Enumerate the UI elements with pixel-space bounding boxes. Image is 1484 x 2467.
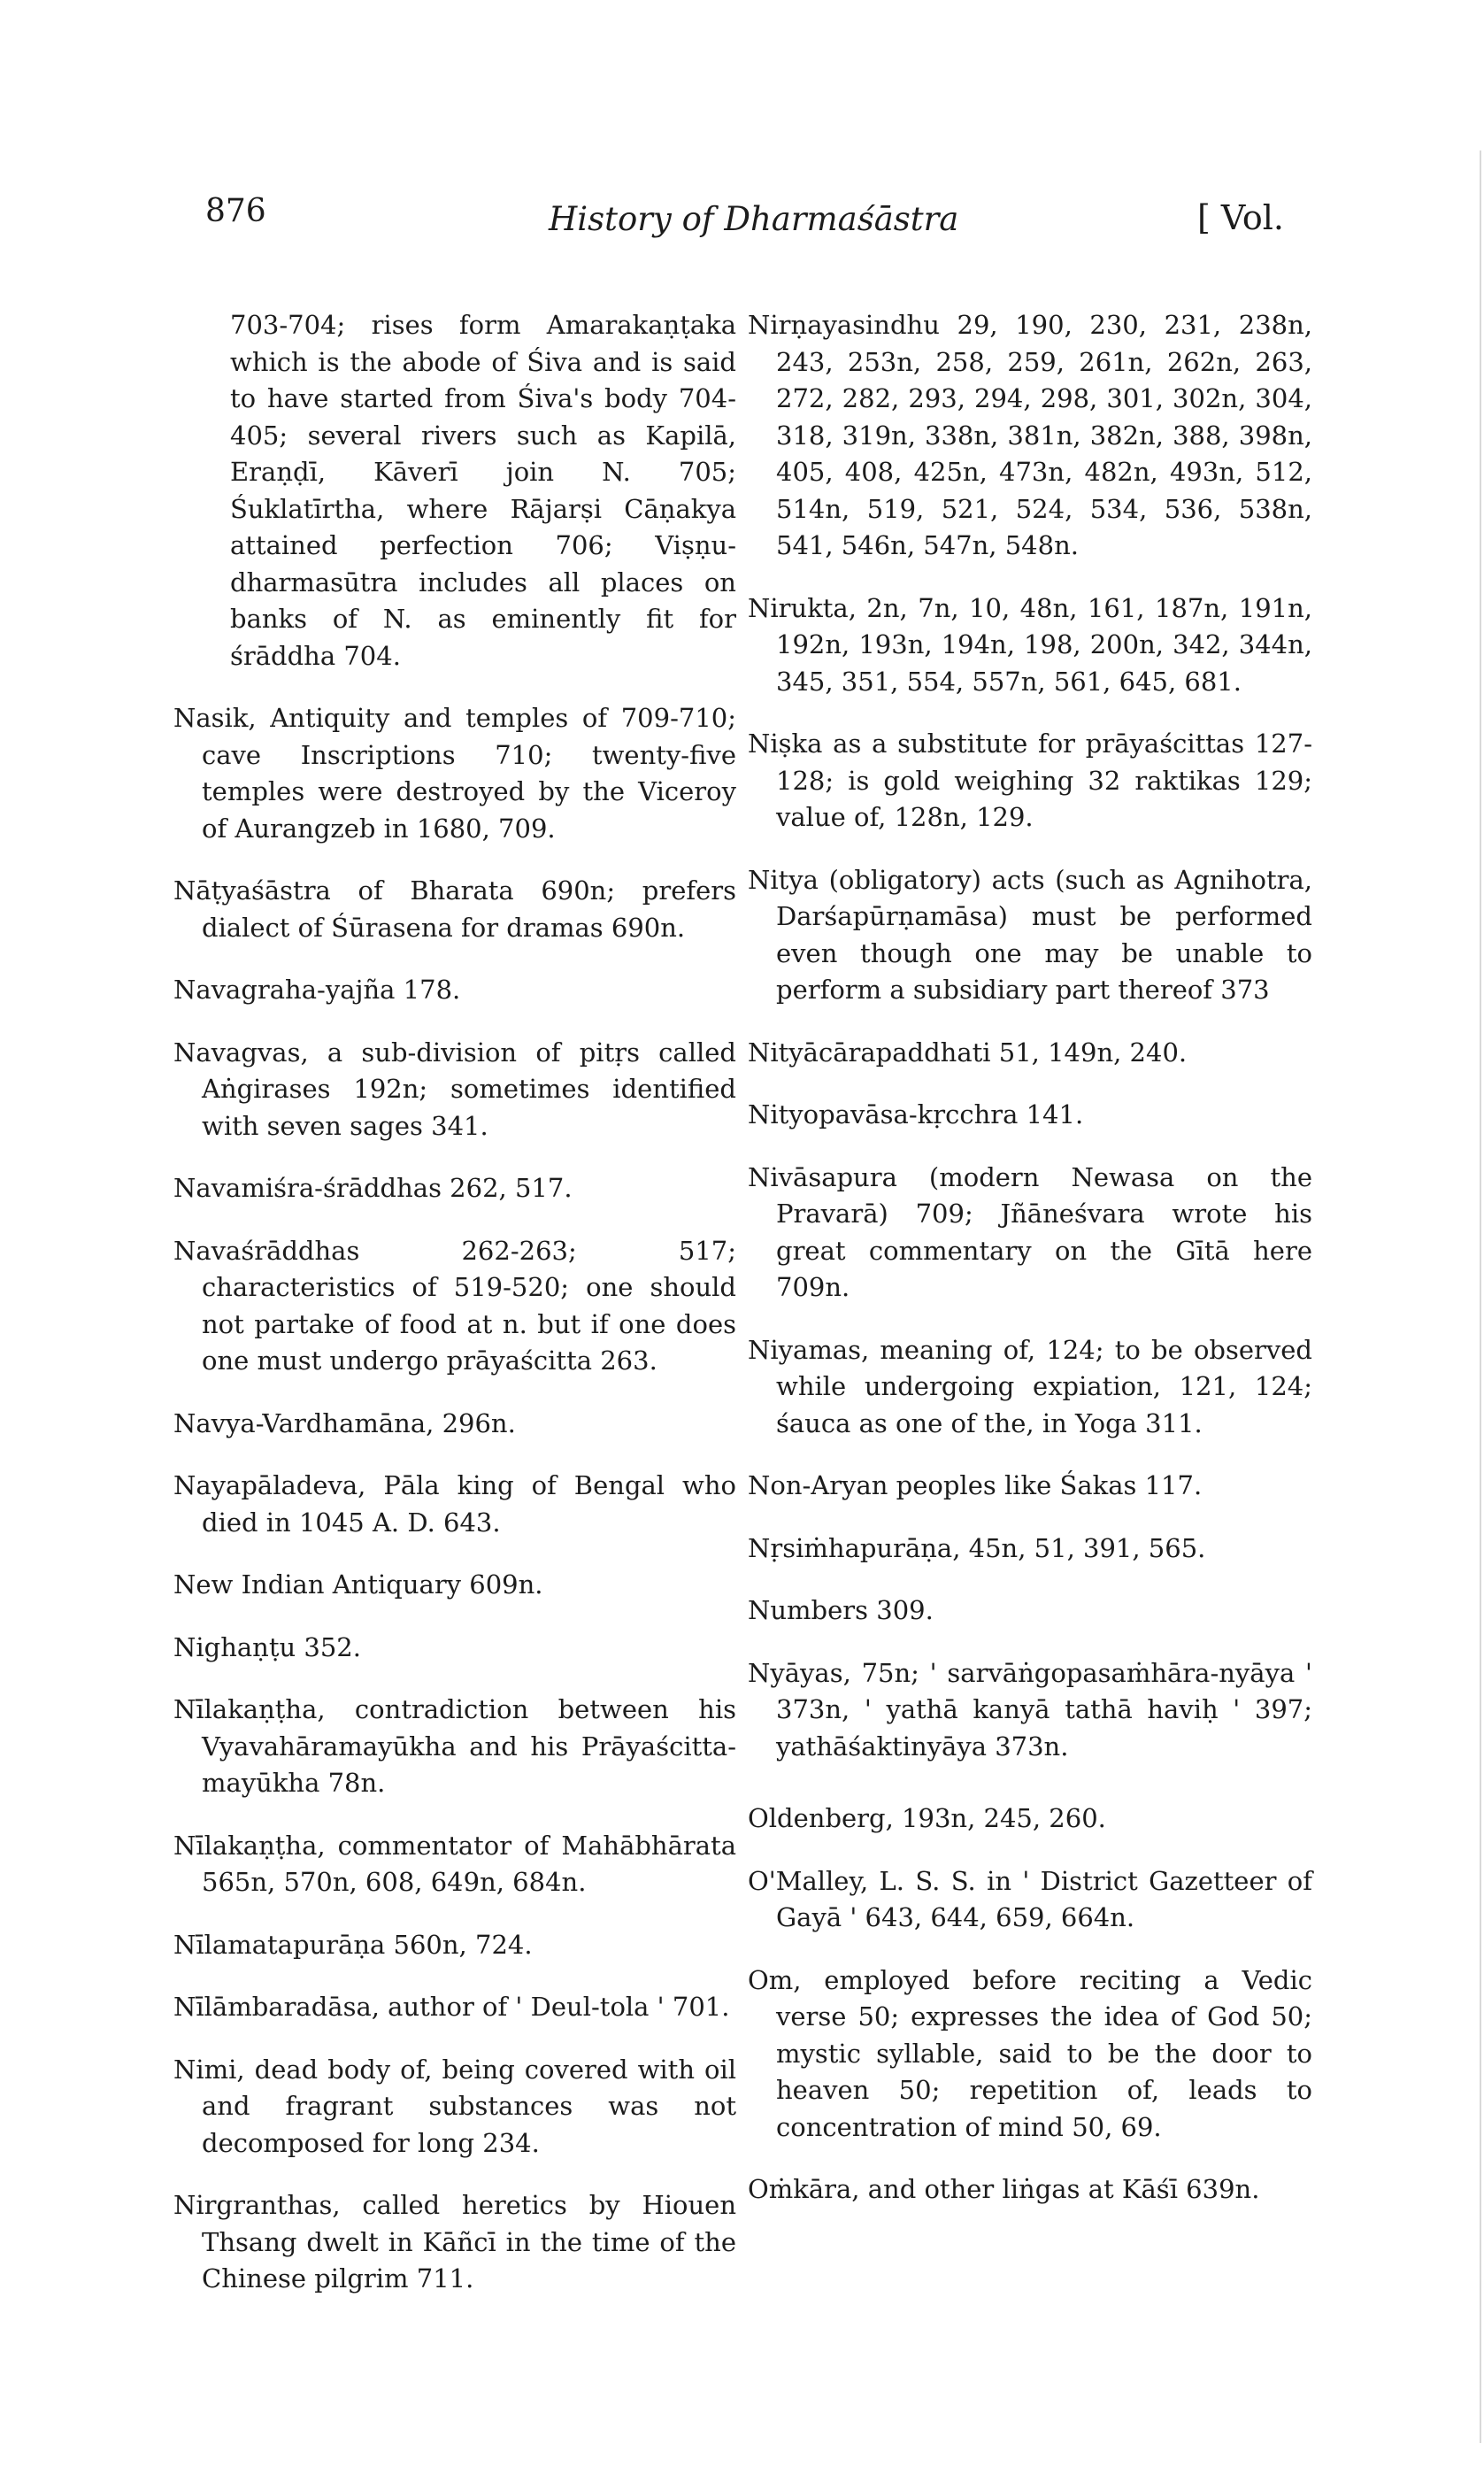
running-title: History of Dharmaśāstra: [549, 200, 959, 238]
left-column: [173, 281, 736, 2323]
right-column: [748, 281, 1312, 2233]
index-entry: Nīlāmbaradāsa, author of ' Deul-tola ' 701.: [173, 1992, 730, 2022]
index-entry: O'Malley, L. S. S. in ' District Gazetteer of Gayā ' 643, 644, 659, 664n.: [748, 1865, 1312, 1932]
index-entry: Nāṭyaśāstra of Bharata 690n; prefers dialect of Śūrasena for dramas 690n.: [173, 875, 736, 943]
index-entry: Nṛsiṁhapurāṇa, 45n, 51, 391, 565.: [748, 1532, 1206, 1563]
index-entry: Nayapāladeva, Pāla king of Bengal who died in 1045 A. D. 643.: [173, 1470, 736, 1538]
index-entry: Nivāsapura (modern Newasa on the Pravarā) 709; Jñāneśvara wrote his great commentary on the Gītā here 709n.: [748, 1161, 1312, 1302]
margin-divider: [1480, 150, 1481, 2443]
index-entry: Oldenberg, 193n, 245, 260.: [748, 1803, 1106, 1833]
index-entry: 703-704; rises form Amarakaṇṭaka which is the abode of Śiva and is said to have started from Śiva's body 704-405; several rivers such as Kapilā, Eraṇḍī, Kāverī join N. 705; Śuklatīrtha, where Rājarṣi Cāṇakya attained perfection 706; Viṣṇu-dharmasūtra includes all places on banks of N. as eminently fit for śrāddha 704.: [230, 310, 736, 671]
index-entry: Nīlamatapurāṇa 560n, 724.: [173, 1929, 533, 1960]
index-entry: Nityācārapaddhati 51, 149n, 240.: [748, 1037, 1188, 1068]
index-entry: Navaśrāddhas 262-263; 517; characteristics of 519-520; one should not partake of food at n. but if one does one must undergo prāyaścitta 263.: [173, 1235, 736, 1376]
index-entry: Nasik, Antiquity and temples of 709-710; cave Inscriptions 710; twenty-five temples were destroyed by the Viceroy of Aurangzeb in 1680, 709.: [173, 703, 736, 844]
index-entry: Nimi, dead body of, being covered with oil and fragrant substances was not decomposed for long 234.: [173, 2054, 736, 2158]
index-entry: Niyamas, meaning of, 124; to be observed while undergoing expiation, 121, 124; śauca as one of the, in Yoga 311.: [748, 1334, 1312, 1438]
index-entry: Navagvas, a sub-division of pitṛs called Aṅgirases 192n; sometimes identified with seven sages 341.: [173, 1037, 736, 1141]
index-entry: Oṁkāra, and other liṅgas at Kāśī 639n.: [748, 2174, 1260, 2204]
index-entry: Nirukta, 2n, 7n, 10, 48n, 161, 187n, 191n, 192n, 193n, 194n, 198, 200n, 342, 344n, 345, 351, 554, 557n, 561, 645, 681.: [748, 592, 1312, 697]
volume-label: [ Vol.: [1197, 198, 1284, 237]
index-entry: Nirgranthas, called heretics by Hiouen Thsang dwelt in Kāñcī in the time of the Chinese pilgrim 711.: [173, 2190, 736, 2294]
index-entry: Navagraha-yajña 178.: [173, 975, 461, 1005]
index-entry: Nighaṇṭu 352.: [173, 1631, 361, 1662]
index-entry: Nyāyas, 75n; ' sarvāṅgopasaṁhāra-nyāya ' 373n, ' yathā kanyā tathā haviḥ ' 397; yathāśaktinyāya 373n.: [748, 1657, 1312, 1762]
index-entry: Nityopavāsa-kṛcchra 141.: [748, 1099, 1084, 1129]
page-number: 876: [205, 193, 266, 229]
index-entry: Nirṇayasindhu 29, 190, 230, 231, 238n, 243, 253n, 258, 259, 261n, 262n, 263, 272, 282, 293, 294, 298, 301, 302n, 304, 318, 319n, 338n, 381n, 382n, 388, 398n, 405, 408, 425n, 473n, 482n, 493n, 512, 514n, 519, 521, 524, 534, 536, 538n, 541, 546n, 547n, 548n.: [748, 310, 1312, 560]
index-entry: Non-Aryan peoples like Śakas 117.: [748, 1470, 1203, 1500]
index-entry: Numbers 309.: [748, 1595, 934, 1625]
index-entry: Nīlakaṇṭha, contradiction between his Vyavahāramayūkha and his Prāyaścitta-mayūkha 78n.: [173, 1694, 736, 1798]
index-entry: Nitya (obligatory) acts (such as Agnihotra, Darśapūrṇamāsa) must be performed even though one may be unable to perform a subsidiary part thereof 373: [748, 864, 1312, 1005]
index-entry: New Indian Antiquary 609n.: [173, 1569, 543, 1600]
index-entry: Niṣka as a substitute for prāyaścittas 127-128; is gold weighing 32 raktikas 129; value of, 128n, 129.: [748, 729, 1312, 832]
index-entry: Navya-Vardhamāna, 296n.: [173, 1407, 516, 1438]
index-entry: Navamiśra-śrāddhas 262, 517.: [173, 1173, 573, 1203]
index-entry: Om, employed before reciting a Vedic verse 50; expresses the idea of God 50; mystic syllable, said to be the door to heaven 50; repetition of, leads to concentration of mind 50, 69.: [748, 1964, 1312, 2142]
index-entry: Nīlakaṇṭha, commentator of Mahābhārata 565n, 570n, 608, 649n, 684n.: [173, 1830, 736, 1897]
